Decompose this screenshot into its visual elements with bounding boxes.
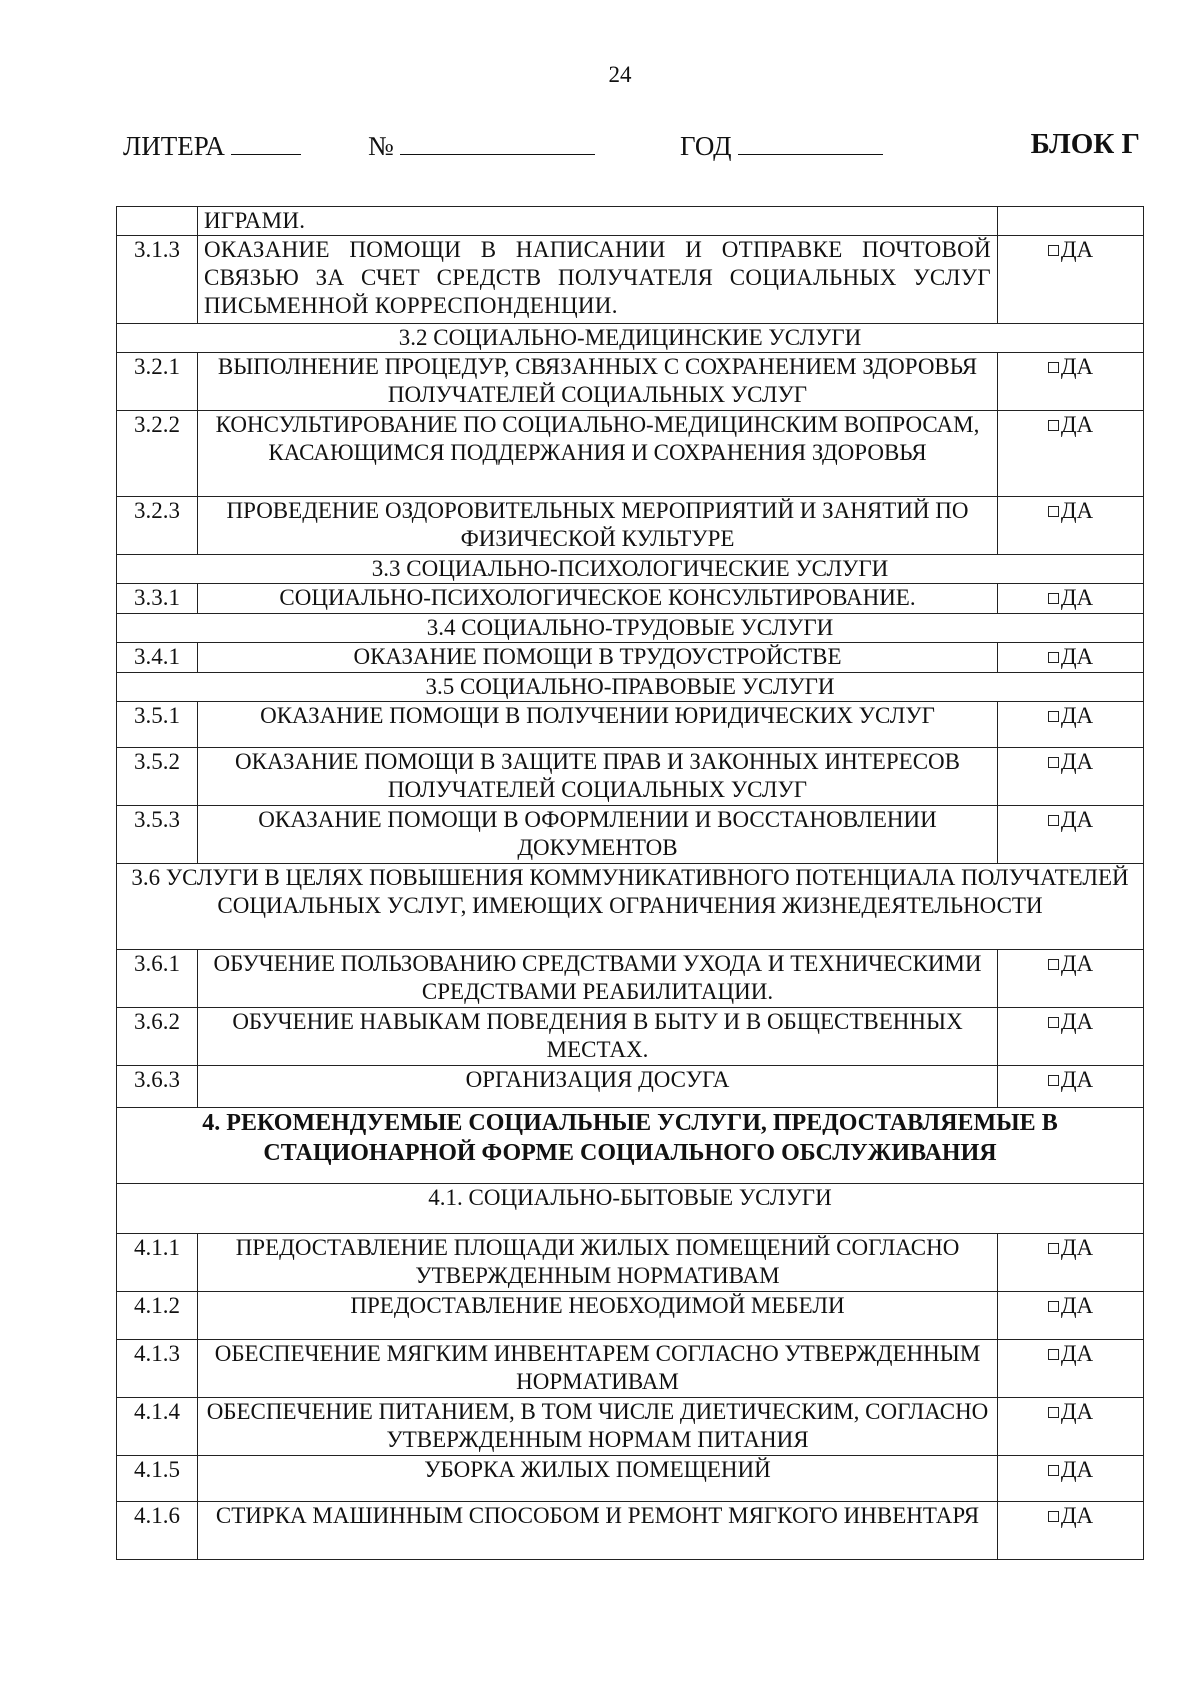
yes-label: ДА	[1060, 1235, 1094, 1260]
yes-label: ДА	[1060, 1067, 1094, 1092]
item-answer-cell	[998, 1008, 1144, 1066]
block-label: БЛОК Г	[1030, 128, 1140, 160]
item-number: 4.1.3	[117, 1340, 198, 1398]
checkbox-square-icon[interactable]	[1048, 1075, 1059, 1086]
item-number: 3.2.1	[117, 353, 198, 411]
item-number: 4.1.4	[117, 1398, 198, 1456]
item-answer-cell	[998, 1502, 1144, 1560]
checkbox-square-icon[interactable]	[1048, 1017, 1059, 1028]
checkbox-square-icon[interactable]	[1048, 711, 1059, 722]
item-description: ПРЕДОСТАВЛЕНИЕ ПЛОЩАДИ ЖИЛЫХ ПОМЕЩЕНИЙ СОГЛАСНО УТВЕРЖДЕННЫМ НОРМАТИВАМ	[198, 1234, 998, 1292]
yes-checkbox[interactable]	[1048, 644, 1093, 669]
item-number: 4.1.1	[117, 1234, 198, 1292]
item-description: ОКАЗАНИЕ ПОМОЩИ В ПОЛУЧЕНИИ ЮРИДИЧЕСКИХ УСЛУГ	[198, 702, 998, 748]
yes-checkbox[interactable]	[1048, 1399, 1093, 1424]
checkbox-square-icon[interactable]	[1048, 1349, 1059, 1360]
yes-label: ДА	[1060, 644, 1094, 669]
item-description: СТИРКА МАШИННЫМ СПОСОБОМ И РЕМОНТ МЯГКОГО ИНВЕНТАРЯ	[198, 1502, 998, 1560]
item-number: 3.5.2	[117, 748, 198, 806]
table-row	[117, 1502, 1144, 1560]
section-row	[117, 864, 1144, 950]
section-row	[117, 1108, 1144, 1184]
yes-checkbox[interactable]	[1048, 1235, 1093, 1260]
item-answer-cell	[998, 806, 1144, 864]
table-row	[117, 702, 1144, 748]
item-answer-cell	[998, 236, 1144, 324]
checkbox-square-icon[interactable]	[1048, 506, 1059, 517]
table-row	[117, 1066, 1144, 1108]
table-row	[117, 806, 1144, 864]
item-number: 4.1.5	[117, 1456, 198, 1502]
item-number: 3.1.3	[117, 236, 198, 324]
yes-label: ДА	[1060, 807, 1094, 832]
item-answer-cell	[998, 748, 1144, 806]
checkbox-square-icon[interactable]	[1048, 593, 1059, 604]
table-row	[117, 207, 1144, 236]
yes-checkbox[interactable]	[1048, 951, 1093, 976]
item-answer-cell	[998, 643, 1144, 673]
item-answer-cell	[998, 1234, 1144, 1292]
section-row	[117, 555, 1144, 584]
item-answer-cell	[998, 1340, 1144, 1398]
checkbox-square-icon[interactable]	[1048, 1243, 1059, 1254]
table-row	[117, 584, 1144, 614]
table-row	[117, 236, 1144, 324]
services-table	[116, 206, 1144, 1560]
item-number: 4.1.2	[117, 1292, 198, 1340]
item-description: ОБУЧЕНИЕ НАВЫКАМ ПОВЕДЕНИЯ В БЫТУ И В ОБЩЕСТВЕННЫХ МЕСТАХ.	[198, 1008, 998, 1066]
section-heading-main: 4. РЕКОМЕНДУЕМЫЕ СОЦИАЛЬНЫЕ УСЛУГИ, ПРЕДОСТАВЛЯЕМЫЕ В СТАЦИОНАРНОЙ ФОРМЕ СОЦИАЛЬНОГО ОБСЛУЖИВАНИЯ	[117, 1108, 1144, 1184]
section-heading: 3.2 СОЦИАЛЬНО-МЕДИЦИНСКИЕ УСЛУГИ	[117, 324, 1144, 353]
yes-checkbox[interactable]	[1048, 237, 1093, 262]
section-heading: 3.3 СОЦИАЛЬНО-ПСИХОЛОГИЧЕСКИЕ УСЛУГИ	[117, 555, 1144, 584]
checkbox-square-icon[interactable]	[1048, 1301, 1059, 1312]
item-answer-cell	[998, 207, 1144, 236]
section-heading: 3.6 УСЛУГИ В ЦЕЛЯХ ПОВЫШЕНИЯ КОММУНИКАТИВНОГО ПОТЕНЦИАЛА ПОЛУЧАТЕЛЕЙ СОЦИАЛЬНЫХ УСЛУГ, ИМЕЮЩИХ ОГРАНИЧЕНИЯ ЖИЗНЕДЕЯТЕЛЬНОСТИ	[117, 864, 1144, 950]
number-field	[368, 128, 595, 162]
table-row	[117, 1292, 1144, 1340]
yes-checkbox[interactable]	[1048, 807, 1093, 832]
yes-label: ДА	[1060, 412, 1094, 437]
table-row	[117, 748, 1144, 806]
yes-label: ДА	[1060, 1399, 1094, 1424]
checkbox-square-icon[interactable]	[1048, 959, 1059, 970]
table-row	[117, 1234, 1144, 1292]
yes-checkbox[interactable]	[1048, 1457, 1093, 1482]
item-description: ОБЕСПЕЧЕНИЕ ПИТАНИЕМ, В ТОМ ЧИСЛЕ ДИЕТИЧЕСКИМ, СОГЛАСНО УТВЕРЖДЕННЫМ НОРМАМ ПИТАНИЯ	[198, 1398, 998, 1456]
item-number: 3.6.3	[117, 1066, 198, 1108]
table-row	[117, 1008, 1144, 1066]
item-answer-cell	[998, 950, 1144, 1008]
yes-label: ДА	[1060, 1457, 1094, 1482]
section-heading: 3.5 СОЦИАЛЬНО-ПРАВОВЫЕ УСЛУГИ	[117, 673, 1144, 702]
yes-checkbox[interactable]	[1048, 354, 1093, 379]
checkbox-square-icon[interactable]	[1048, 1465, 1059, 1476]
section-row	[117, 324, 1144, 353]
checkbox-square-icon[interactable]	[1048, 1407, 1059, 1418]
checkbox-square-icon[interactable]	[1048, 815, 1059, 826]
section-heading: 4.1. СОЦИАЛЬНО-БЫТОВЫЕ УСЛУГИ	[117, 1184, 1144, 1234]
item-description: КОНСУЛЬТИРОВАНИЕ ПО СОЦИАЛЬНО-МЕДИЦИНСКИМ ВОПРОСАМ, КАСАЮЩИМСЯ ПОДДЕРЖАНИЯ И СОХРАНЕНИЯ ЗДОРОВЬЯ	[198, 411, 998, 497]
item-number: 3.6.2	[117, 1008, 198, 1066]
yes-label: ДА	[1060, 703, 1094, 728]
item-description: ОРГАНИЗАЦИЯ ДОСУГА	[198, 1066, 998, 1108]
item-description: ОБЕСПЕЧЕНИЕ МЯГКИМ ИНВЕНТАРЕМ СОГЛАСНО УТВЕРЖДЕННЫМ НОРМАТИВАМ	[198, 1340, 998, 1398]
item-answer-cell	[998, 1292, 1144, 1340]
item-description: УБОРКА ЖИЛЫХ ПОМЕЩЕНИЙ	[198, 1456, 998, 1502]
item-answer-cell	[998, 1398, 1144, 1456]
section-row	[117, 673, 1144, 702]
item-answer-cell	[998, 497, 1144, 555]
number-label: №	[368, 131, 394, 161]
item-number: 3.2.3	[117, 497, 198, 555]
item-description: СОЦИАЛЬНО-ПСИХОЛОГИЧЕСКОЕ КОНСУЛЬТИРОВАНИЕ.	[198, 584, 998, 614]
yes-checkbox[interactable]	[1048, 1067, 1093, 1092]
item-number: 3.3.1	[117, 584, 198, 614]
yes-label: ДА	[1060, 1293, 1094, 1318]
item-number	[117, 207, 198, 236]
yes-checkbox[interactable]	[1048, 585, 1093, 610]
yes-label: ДА	[1060, 749, 1094, 774]
item-number: 3.6.1	[117, 950, 198, 1008]
section-heading: 3.4 СОЦИАЛЬНО-ТРУДОВЫЕ УСЛУГИ	[117, 614, 1144, 643]
checkbox-square-icon[interactable]	[1048, 245, 1059, 256]
item-description: ОКАЗАНИЕ ПОМОЩИ В НАПИСАНИИ И ОТПРАВКЕ ПОЧТОВОЙ СВЯЗЬЮ ЗА СЧЕТ СРЕДСТВ ПОЛУЧАТЕЛЯ СОЦИАЛЬНЫХ УСЛУГ ПИСЬМЕННОЙ КОРРЕСПОНДЕНЦИИ.	[198, 236, 998, 324]
page-number: 24	[608, 62, 632, 87]
yes-label: ДА	[1060, 498, 1094, 523]
yes-label: ДА	[1060, 237, 1094, 262]
litera-field	[123, 128, 301, 162]
yes-checkbox[interactable]	[1048, 498, 1093, 523]
item-answer-cell	[998, 584, 1144, 614]
item-answer-cell	[998, 1066, 1144, 1108]
checkbox-square-icon[interactable]	[1048, 362, 1059, 373]
year-label: ГОД	[680, 131, 732, 161]
item-number: 3.5.1	[117, 702, 198, 748]
item-description: ОКАЗАНИЕ ПОМОЩИ В ТРУДОУСТРОЙСТВЕ	[198, 643, 998, 673]
table-row	[117, 1340, 1144, 1398]
yes-label: ДА	[1060, 1341, 1094, 1366]
table-row	[117, 643, 1144, 673]
yes-checkbox[interactable]	[1048, 1009, 1093, 1034]
table-row	[117, 1398, 1144, 1456]
table-row	[117, 950, 1144, 1008]
item-description: ОБУЧЕНИЕ ПОЛЬЗОВАНИЮ СРЕДСТВАМИ УХОДА И ТЕХНИЧЕСКИМИ СРЕДСТВАМИ РЕАБИЛИТАЦИИ.	[198, 950, 998, 1008]
item-answer-cell	[998, 353, 1144, 411]
table-row	[117, 1456, 1144, 1502]
section-row	[117, 1184, 1144, 1234]
item-number: 3.5.3	[117, 806, 198, 864]
item-answer-cell	[998, 702, 1144, 748]
item-description: ИГРАМИ.	[198, 207, 998, 236]
table-row	[117, 411, 1144, 497]
item-number: 3.2.2	[117, 411, 198, 497]
yes-label: ДА	[1060, 1009, 1094, 1034]
year-blank[interactable]	[738, 128, 883, 155]
item-answer-cell	[998, 1456, 1144, 1502]
number-blank[interactable]	[400, 128, 595, 155]
services-table-body	[117, 207, 1144, 1560]
checkbox-square-icon[interactable]	[1048, 652, 1059, 663]
yes-label: ДА	[1060, 354, 1094, 379]
item-description: ПРОВЕДЕНИЕ ОЗДОРОВИТЕЛЬНЫХ МЕРОПРИЯТИЙ И ЗАНЯТИЙ ПО ФИЗИЧЕСКОЙ КУЛЬТУРЕ	[198, 497, 998, 555]
yes-checkbox[interactable]	[1048, 1341, 1093, 1366]
table-row	[117, 353, 1144, 411]
checkbox-square-icon[interactable]	[1048, 1511, 1059, 1522]
yes-label: ДА	[1060, 1503, 1094, 1528]
litera-label: ЛИТЕРА	[123, 131, 225, 161]
item-number: 3.4.1	[117, 643, 198, 673]
section-row	[117, 614, 1144, 643]
yes-checkbox[interactable]	[1048, 1503, 1093, 1528]
item-description: ОКАЗАНИЕ ПОМОЩИ В ОФОРМЛЕНИИ И ВОССТАНОВЛЕНИИ ДОКУМЕНТОВ	[198, 806, 998, 864]
checkbox-square-icon[interactable]	[1048, 757, 1059, 768]
litera-blank[interactable]	[231, 128, 301, 155]
item-description: ОКАЗАНИЕ ПОМОЩИ В ЗАЩИТЕ ПРАВ И ЗАКОННЫХ ИНТЕРЕСОВ ПОЛУЧАТЕЛЕЙ СОЦИАЛЬНЫХ УСЛУГ	[198, 748, 998, 806]
item-number: 4.1.6	[117, 1502, 198, 1560]
table-row	[117, 497, 1144, 555]
checkbox-square-icon[interactable]	[1048, 420, 1059, 431]
yes-label: ДА	[1060, 951, 1094, 976]
yes-checkbox[interactable]	[1048, 1293, 1093, 1318]
yes-checkbox[interactable]	[1048, 703, 1093, 728]
item-description: ВЫПОЛНЕНИЕ ПРОЦЕДУР, СВЯЗАННЫХ С СОХРАНЕНИЕМ ЗДОРОВЬЯ ПОЛУЧАТЕЛЕЙ СОЦИАЛЬНЫХ УСЛУГ	[198, 353, 998, 411]
item-description: ПРЕДОСТАВЛЕНИЕ НЕОБХОДИМОЙ МЕБЕЛИ	[198, 1292, 998, 1340]
year-field	[680, 128, 883, 162]
yes-checkbox[interactable]	[1048, 412, 1093, 437]
item-answer-cell	[998, 411, 1144, 497]
yes-label: ДА	[1060, 585, 1094, 610]
form-header	[123, 128, 1140, 168]
yes-checkbox[interactable]	[1048, 749, 1093, 774]
